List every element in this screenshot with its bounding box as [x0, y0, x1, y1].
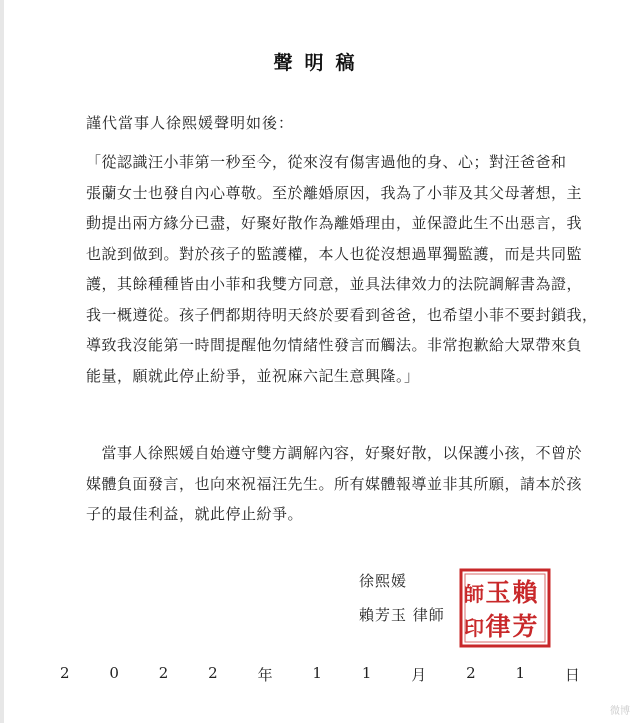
date-char: 2	[208, 664, 218, 682]
date-char: 1	[312, 664, 322, 682]
date-char: 日	[564, 666, 580, 684]
quoted-statement	[86, 147, 598, 391]
page-edge-shadow	[0, 0, 4, 723]
date-char: 2	[466, 664, 476, 682]
svg-text:印: 印	[464, 616, 484, 640]
quote-line: 我一概遵從。孩子們都期待明天終於要看到爸爸，也希望小菲不要封鎖我，	[86, 305, 598, 324]
closing-paragraph	[86, 438, 583, 530]
svg-text:芳: 芳	[512, 612, 538, 641]
date-char: 2	[60, 664, 70, 682]
quote-line: 「從認識汪小菲第一秒至今，從來沒有傷害過他的身、心；對汪爸爸和	[86, 153, 567, 171]
lawyer-signature-line: 賴芳玉 律師	[359, 606, 445, 624]
watermark-text: 微博	[610, 706, 630, 717]
svg-text:師: 師	[464, 582, 484, 606]
paragraph-line: 子的最佳利益，就此停止紛爭。	[86, 505, 304, 523]
document-title: 聲明稿	[273, 52, 367, 74]
quote-line: 也說到做到。對於孩子的監護權，本人也從沒想過單獨監護，而是共同監	[86, 244, 583, 263]
quote-line: 能量，願就此停止紛爭，並祝麻六記生意興隆。」	[86, 366, 420, 385]
document-date	[60, 664, 580, 685]
date-char: 年	[257, 666, 273, 684]
svg-text:玉: 玉	[485, 578, 511, 607]
date-char: 月	[411, 666, 427, 684]
paragraph-line: 當事人徐熙媛自始遵守雙方調解內容，好聚好散，以保護小孩，不曾於	[86, 444, 583, 462]
date-char: 2	[158, 664, 169, 682]
date-char: 1	[361, 664, 372, 682]
date-char: 0	[109, 664, 119, 682]
svg-text:賴: 賴	[512, 578, 538, 607]
lawyer-seal-stamp	[458, 567, 552, 649]
quote-line: 護，其餘種種皆由小菲和我雙方同意，並具法律效力的法院調解書為證，	[86, 275, 583, 293]
quote-line: 張蘭女士也發自內心尊敬。至於離婚原因，我為了小菲及其父母著想，主	[86, 183, 583, 202]
svg-text:律: 律	[485, 612, 511, 641]
date-char: 1	[515, 664, 525, 682]
signer-name: 徐熙媛	[359, 572, 408, 590]
salutation-line: 謹代當事人徐熙媛聲明如後：	[86, 114, 295, 132]
quote-line: 導致我沒能第一時間提醒他勿情緒性發言而觸法。非常抱歉給大眾帶來負	[86, 336, 583, 354]
quote-line: 動提出兩方緣分已盡，好聚好散作為離婚理由，並保證此生不出惡言，我	[86, 214, 583, 232]
paragraph-line: 媒體負面發言，也向來祝福汪先生。所有媒體報導並非其所願，請本於孩	[86, 474, 583, 493]
